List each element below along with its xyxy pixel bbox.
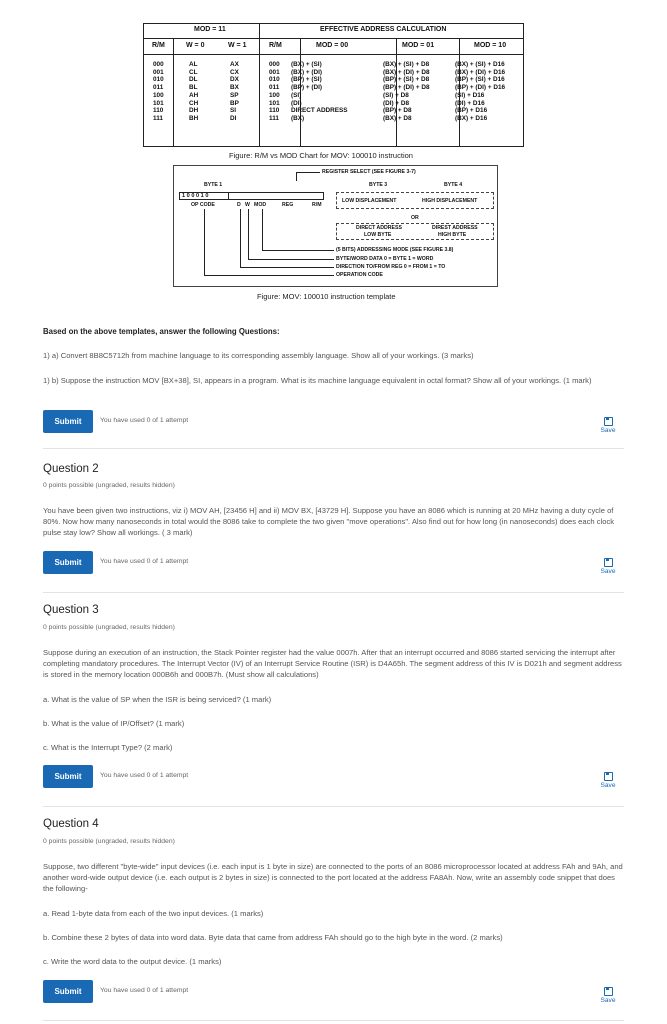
intro-heading: Based on the above templates, answer the following Questions: — [43, 327, 280, 336]
figure2-caption: Figure: MOV: 100010 instruction template — [257, 292, 396, 301]
save-icon — [604, 772, 613, 781]
mod01-values: (BX) + (SI) + D8 (BX) + (DI) + D8 (BP) + (SI) + D8 (BP) + (DI) + D8 (SI) + D8 (DI) + D8 (BP) + D8 (BX) + D8 — [383, 61, 430, 122]
attempt-text-q3: You have used 0 of 1 attempt — [100, 772, 189, 779]
question-4c: c. Write the word data to the output device. (1 marks) — [43, 957, 222, 966]
note-d: DIRECTION TO/FROM REG 0 = FROM 1 = TO — [336, 264, 446, 270]
opcode-label: OP CODE — [191, 202, 215, 208]
w0-header: W = 0 — [186, 42, 205, 49]
question-3c: c. What is the Interrupt Type? (2 mark) — [43, 743, 173, 752]
save-icon — [604, 558, 613, 567]
save-label: Save — [600, 997, 616, 1004]
attempt-text-q4: You have used 0 of 1 attempt — [100, 987, 189, 994]
direct-high-2: HIGH BYTE — [438, 232, 467, 238]
divider — [43, 1020, 624, 1021]
question-3-points: 0 points possible (ungraded, results hidden) — [43, 624, 175, 631]
register-select-label: REGISTER SELECT (SEE FIGURE 3-7) — [322, 169, 416, 175]
rm-codes-2: 000 001 010 011 100 101 110 111 — [269, 61, 280, 122]
modrm-box — [229, 192, 324, 200]
save-button-q1[interactable] — [596, 417, 620, 434]
rm-mod-table — [143, 23, 524, 147]
note-mod: (5 BITS) ADDRESSING MODE (SEE FIGURE 3.8) — [336, 247, 454, 253]
save-label: Save — [600, 782, 616, 789]
byte4-label: BYTE 4 — [444, 182, 463, 188]
question-4a: a. Read 1-byte data from each of the two input devices. (1 marks) — [43, 909, 264, 918]
w-label: W — [245, 202, 250, 208]
save-button-q2[interactable] — [596, 558, 620, 575]
mod11-header: MOD = 11 — [194, 26, 226, 33]
question-4-title: Question 4 — [43, 818, 99, 830]
divider — [43, 448, 624, 449]
question-3a: a. What is the value of SP when the ISR is being serviced? (1 mark) — [43, 695, 272, 704]
mod00-header: MOD = 00 — [316, 42, 349, 49]
figure1-caption: Figure: R/M vs MOD Chart for MOV: 100010 instruction — [229, 151, 413, 160]
question-4b: b. Combine these 2 bytes of data into word data. Byte data that came from address FAh should go to the high byte in the word. (2 marks) — [43, 933, 503, 942]
divider — [43, 806, 624, 807]
mod10-values: (BX) + (SI) + D16 (BX) + (DI) + D16 (BP) + (SI) + D16 (BP) + (DI) + D16 (SI) + D16 (DI) + D16 (BP) + D16 (BX) + D16 — [455, 61, 506, 122]
note-w: BYTE/WORD DATA 0 = BYTE 1 = WORD — [336, 256, 434, 262]
rm2-header: R/M — [269, 42, 282, 49]
divider — [43, 592, 624, 593]
opcode-box — [179, 192, 229, 200]
question-3-title: Question 3 — [43, 604, 99, 616]
submit-button-q1[interactable]: Submit — [43, 410, 93, 433]
instruction-template-figure — [173, 165, 498, 287]
mod01-header: MOD = 01 — [402, 42, 435, 49]
d-label: D — [237, 202, 241, 208]
question-2-points: 0 points possible (ungraded, results hidden) — [43, 482, 175, 489]
eac-header: EFFECTIVE ADDRESS CALCULATION — [320, 26, 447, 33]
reg-label: REG — [282, 202, 294, 208]
save-label: Save — [600, 427, 616, 434]
low-displacement-label: LOW DISPLACEMENT — [342, 198, 397, 204]
attempt-text-q2: You have used 0 of 1 attempt — [100, 558, 189, 565]
save-button-q4[interactable] — [596, 987, 620, 1004]
note-op: OPERATION CODE — [336, 272, 383, 278]
w1-registers: AX CX DX BX SP BP SI DI — [230, 61, 239, 122]
mod00-values: (BX) + (SI) (BX) + (DI) (BP) + (SI) (BP) + (DI) (SI) (DI) DIRECT ADDRESS (BX) — [291, 61, 348, 122]
byte3-label: BYTE 3 — [369, 182, 388, 188]
q1a-text: 1) a) Convert 8B8C5712h from machine language to its corresponding assembly language. Show all of your workings. (3 marks) — [43, 351, 474, 360]
question-4-points: 0 points possible (ungraded, results hidden) — [43, 838, 175, 845]
question-4-body: Suppose, two different "byte-wide" input devices (i.e. each input is 1 byte in size) are connected to the ports of an 8086 microprocessor located at address FAh and 9Ah, and another word-wide output device (i.e. each output is 2 bytes in size) is connected to the port located at the address FA8Ah. Now, write an assembly code snippet that does the following- — [43, 862, 623, 893]
high-displacement-label: HIGH DISPLACEMENT — [422, 198, 478, 204]
direct-high-1: DIREST ADDRESS — [432, 225, 478, 231]
w1-header: W = 1 — [228, 42, 247, 49]
question-2-body: You have been given two instructions, viz i) MOV AH, [23456 H] and ii) MOV BX, [43729 H]. Suppose you have an 8086 which is running at 20 MHz having a duty cycle of 80%. Now how many nanoseconds in total would the 8086 take to complete the two given "move operations". Also find out for how long (in nanoseconds) does each clock pulse stay low? Show all workings. ( 3 mark) — [43, 506, 615, 537]
q1b-text: 1) b) Suppose the instruction MOV [BX+38], SI, appears in a program. What is its machine language equivalent in octal format? Show all of your workings. (1 mark) — [43, 376, 592, 385]
save-button-q3[interactable] — [596, 772, 620, 789]
submit-button-q4[interactable]: Submit — [43, 980, 93, 1003]
direct-low-2: LOW BYTE — [364, 232, 392, 238]
question-3-body: Suppose during an execution of an instruction, the Stack Pointer register had the value 0007h. After that an interrupt occurred and 8086 started servicing the interrupt after completing mandatory procedures. The Interrupt Vector (IV) of an Interrupt Service Routine (ISR) is D4A65h. The segment address of this IV is D021h and segment address is stored in the memory location 000B6h and 000B7h. (Must show all calculations) — [43, 648, 622, 679]
rm-label: R/M — [312, 202, 322, 208]
attempt-text-q1: You have used 0 of 1 attempt — [100, 417, 189, 424]
byte1-label: BYTE 1 — [204, 182, 223, 188]
w0-registers: AL CL DL BL AH CH DH BH — [189, 61, 199, 122]
opcode-bits: 1 0 0 0 1 0 — [182, 193, 209, 199]
submit-button-q3[interactable]: Submit — [43, 765, 93, 788]
save-icon — [604, 987, 613, 996]
question-2-title: Question 2 — [43, 463, 99, 475]
question-3b: b. What is the value of IP/Offset? (1 mark) — [43, 719, 185, 728]
or-label: OR — [411, 215, 419, 221]
save-label: Save — [600, 568, 616, 575]
direct-low-1: DIRECT ADDRESS — [356, 225, 402, 231]
mod10-header: MOD = 10 — [474, 42, 507, 49]
rm-header: R/M — [152, 42, 165, 49]
submit-button-q2[interactable]: Submit — [43, 551, 93, 574]
mod-label: MOD — [254, 202, 267, 208]
rm-codes: 000 001 010 011 100 101 110 111 — [153, 61, 164, 122]
save-icon — [604, 417, 613, 426]
